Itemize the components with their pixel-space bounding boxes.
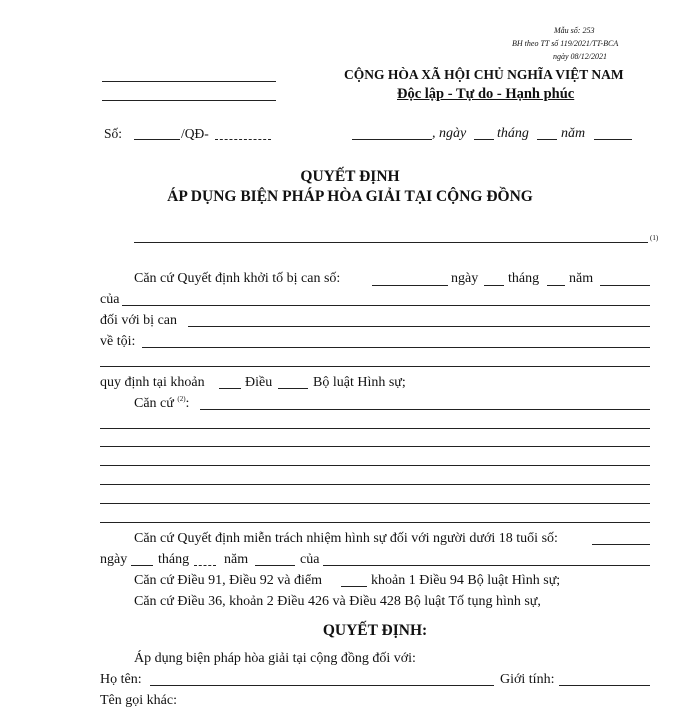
so-number-blank[interactable] [134,139,180,140]
ap-dung-label: Áp dụng biện pháp hòa giải tại cộng đồng đối với: [134,651,416,666]
can-cu-khoi-to: Căn cứ Quyết định khởi tố bị can số: [134,271,341,286]
ve-toi-blank-2[interactable] [100,366,650,367]
dieu-label: Điều [245,375,273,390]
ho-ten-blank[interactable] [150,685,494,686]
ten-goi-khac-label: Tên gọi khác: [100,693,177,708]
can-cu-2-line-1[interactable] [100,428,650,429]
thang-label: tháng [497,126,529,141]
quy-dinh-label: quy định tại khoản [100,375,205,390]
year-blank[interactable] [594,139,632,140]
diem-blank[interactable] [341,586,367,587]
thang-label-2: tháng [508,271,540,286]
can-cu-2-text: Căn cứ [134,396,174,411]
ngay-label: , ngày [432,126,467,141]
authority-line[interactable] [134,242,648,243]
national-title: CỘNG HÒA XÃ HỘI CHỦ NGHĨA VIỆT NAM [344,67,624,82]
year-blank-3[interactable] [255,565,295,566]
year-blank-2[interactable] [600,285,650,286]
doi-voi-bi-can-label: đối với bị can [100,313,177,328]
day-blank[interactable] [474,139,494,140]
can-cu-2-line-2[interactable] [100,446,650,447]
national-motto: Độc lập - Tự do - Hạnh phúc [397,86,575,102]
form-number: Mẫu số: 253 [554,26,595,35]
month-blank-2[interactable] [547,285,565,286]
ve-toi-label: về tội: [100,334,136,349]
can-cu-dieu-36: Căn cứ Điều 36, khoản 2 Điều 426 và Điều 428 Bộ luật Tố tụng hình sự, [134,594,541,609]
can-cu-mien-label: Căn cứ Quyết định miễn trách nhiệm hình sự đối với người dưới 18 tuổi số: [134,531,558,546]
agency-line-2[interactable] [102,100,276,101]
ve-toi-blank[interactable] [142,347,650,348]
qd-suffix-blank[interactable] [215,139,271,140]
dieu-blank[interactable] [278,388,308,389]
gioi-tinh-label: Giới tính: [500,672,555,687]
note-ref-1: (1) [650,234,659,242]
can-cu-2-line-4[interactable] [100,484,650,485]
can-cu-dieu-91: Căn cứ Điều 91, Điều 92 và điểm [134,573,322,588]
can-cu-2-line-3[interactable] [100,465,650,466]
so-label: Số: [104,126,123,141]
gioi-tinh-blank[interactable] [559,685,650,686]
bi-can-blank[interactable] [188,326,650,327]
decision-title: QUYẾT ĐỊNH [300,168,400,185]
cua-label: của [100,292,120,307]
place-blank[interactable] [352,139,432,140]
can-cu-2-line-6[interactable] [100,522,650,523]
thang-label-3: tháng [158,552,190,567]
nam-label: năm [561,126,586,141]
mien-number-blank[interactable] [592,544,650,545]
cua-blank[interactable] [122,305,650,306]
day-blank-2[interactable] [484,285,504,286]
ho-ten-label: Họ tên: [100,672,142,687]
nam-label-3: năm [224,552,249,567]
decision-subtitle: ÁP DỤNG BIỆN PHÁP HÒA GIẢI TẠI CỘNG ĐỒNG [167,188,533,205]
nam-label-2: năm [569,271,594,286]
agency-line-1[interactable] [102,81,276,82]
decision-heading: QUYẾT ĐỊNH: [322,622,428,639]
form-issued-by: BH theo TT số 119/2021/TT-BCA [512,39,619,48]
can-cu-2-colon: : [185,396,190,411]
ngay-label-2: ngày [451,271,479,286]
can-cu-2-label [134,396,189,412]
ngay-label-3: ngày [100,552,128,567]
khoan-1-dieu-94: khoản 1 Điều 94 Bộ luật Hình sự; [371,573,561,588]
month-blank[interactable] [537,139,557,140]
month-blank-3[interactable] [194,565,216,566]
day-blank-3[interactable] [131,565,153,566]
cua-blank-2[interactable] [323,565,650,566]
khoan-blank[interactable] [219,388,241,389]
note-ref-2: (2) [177,395,186,403]
can-cu-2-blank[interactable] [200,409,650,410]
qd-label: /QĐ- [181,126,209,141]
can-cu-2-line-5[interactable] [100,503,650,504]
khoi-to-number-blank[interactable] [372,285,448,286]
cua-label-2: của [300,552,320,567]
bo-luat-label: Bộ luật Hình sự; [313,375,406,390]
form-issued-date: ngày 08/12/2021 [553,52,607,61]
